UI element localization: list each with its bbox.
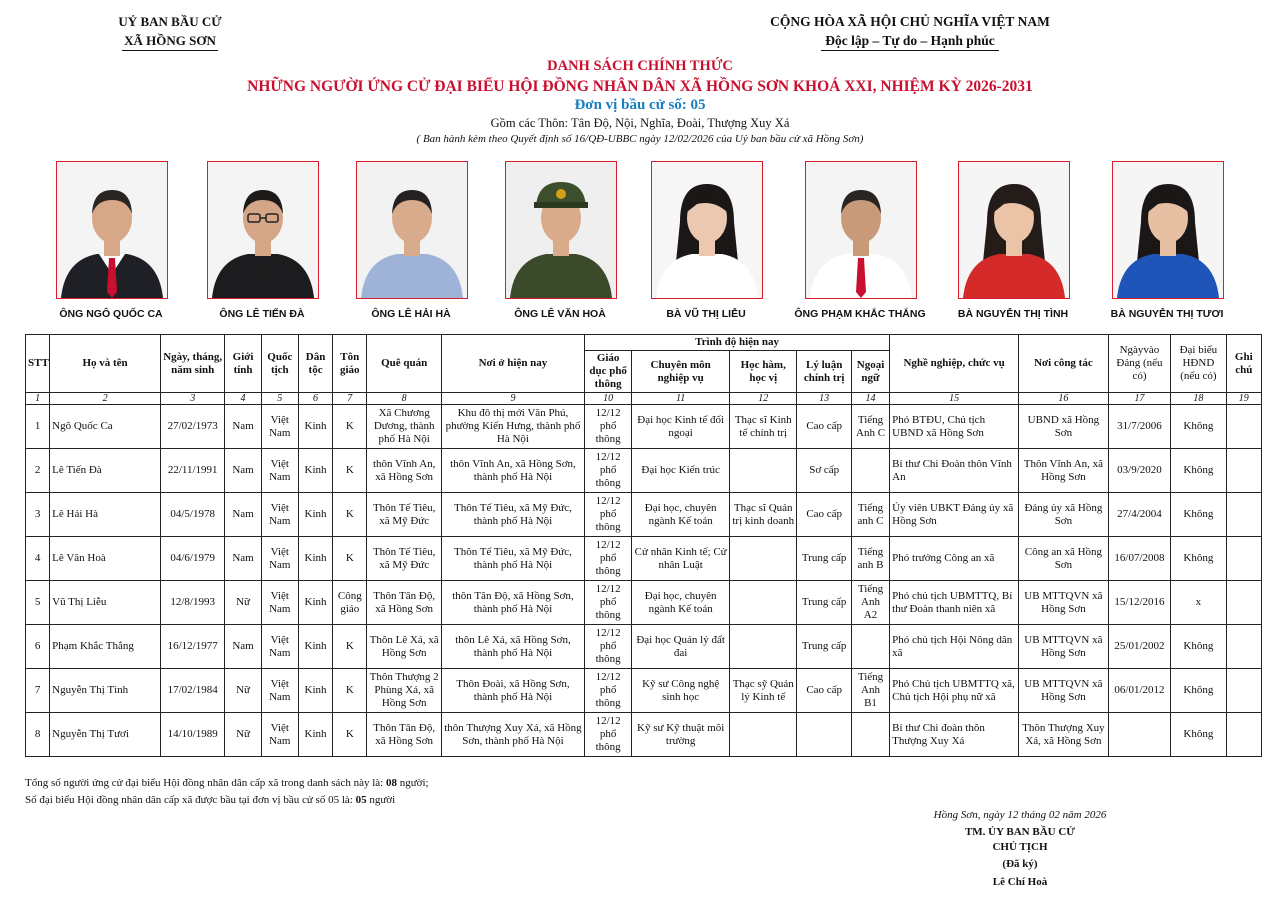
candidate-photo <box>805 161 917 299</box>
cell-dob: 04/5/1978 <box>160 493 224 537</box>
cell-note <box>1226 449 1261 493</box>
decision-reference: ( Ban hành kèm theo Quyết định số 16/QĐ-UBBC ngày 12/02/2026 của Uỷ ban bầu cử xã Hồng Sơn) <box>416 133 864 145</box>
cell-specialty: Đại học Quản lý đất đai <box>632 625 730 669</box>
cell-specialty: Kỹ sư Công nghệ sinh học <box>632 669 730 713</box>
cell-stt: 1 <box>26 405 50 449</box>
cell-name: Ngô Quốc Ca <box>50 405 161 449</box>
th-religion: Tôn giáo <box>333 335 367 393</box>
th-delegate: Đại biểu HĐND (nếu có) <box>1171 335 1226 393</box>
cell-party-date: 31/7/2006 <box>1108 405 1170 449</box>
cell-dob: 12/8/1993 <box>160 581 224 625</box>
cell-occupation: Ủy viên UBKT Đảng ủy xã Hồng Sơn <box>890 493 1019 537</box>
cell-note <box>1226 405 1261 449</box>
candidate-photo <box>356 161 468 299</box>
cell-specialty: Đại học, chuyên ngành Kế toán <box>632 493 730 537</box>
column-number: 12 <box>730 393 797 405</box>
cell-language: Tiếng Anh C <box>851 405 889 449</box>
column-number: 9 <box>441 393 584 405</box>
cell-religion: K <box>333 493 367 537</box>
cell-gender: Nam <box>225 625 261 669</box>
cell-residence: Thôn Tế Tiêu, xã Mỹ Đức, thành phố Hà Nội <box>441 493 584 537</box>
cell-ethnicity: Kinh <box>298 537 332 581</box>
cell-degree <box>730 537 797 581</box>
cell-religion: K <box>333 405 367 449</box>
th-hometown: Quê quán <box>367 335 442 393</box>
cell-general-edu: 12/12 phổ thông <box>584 493 631 537</box>
authority-line1: UỶ BAN BẦU CỬ <box>118 14 222 29</box>
country-name: CỘNG HÒA XÃ HỘI CHỦ NGHĨA VIỆT NAM <box>770 14 1050 29</box>
cell-political: Trung cấp <box>797 625 851 669</box>
cell-ethnicity: Kinh <box>298 405 332 449</box>
th-residence: Nơi ở hiện nay <box>441 335 584 393</box>
th-general-edu: Giáo dục phổ thông <box>584 351 631 393</box>
cell-stt: 8 <box>26 713 50 757</box>
cell-nationality: Việt Nam <box>261 713 298 757</box>
cell-gender: Nữ <box>225 581 261 625</box>
cell-political: Trung cấp <box>797 581 851 625</box>
th-nationality: Quốc tịch <box>261 335 298 393</box>
total-candidates-value: 08 <box>385 777 397 789</box>
cell-stt: 2 <box>26 449 50 493</box>
column-number: 19 <box>1226 393 1261 405</box>
cell-nationality: Việt Nam <box>261 405 298 449</box>
cell-ethnicity: Kinh <box>298 669 332 713</box>
cell-ethnicity: Kinh <box>298 581 332 625</box>
cell-party-date: 06/01/2012 <box>1108 669 1170 713</box>
cell-degree: Thạc sỹ Quản lý Kinh tế <box>730 669 797 713</box>
column-number: 2 <box>50 393 161 405</box>
column-number: 11 <box>632 393 730 405</box>
cell-occupation: Bí thư Chi Đoàn thôn Vĩnh An <box>890 449 1019 493</box>
cell-residence: Thôn Đoài, xã Hồng Sơn, thành phố Hà Nội <box>441 669 584 713</box>
motto: Độc lập – Tự do – Hạnh phúc <box>821 31 999 51</box>
cell-ethnicity: Kinh <box>298 713 332 757</box>
cell-general-edu: 12/12 phổ thông <box>584 537 631 581</box>
cell-political: Sơ cấp <box>797 449 851 493</box>
cell-note <box>1226 537 1261 581</box>
cell-nationality: Việt Nam <box>261 493 298 537</box>
cell-name: Phạm Khắc Thắng <box>50 625 161 669</box>
cell-religion: Công giáo <box>333 581 367 625</box>
cell-party-date: 27/4/2004 <box>1108 493 1170 537</box>
cell-degree <box>730 449 797 493</box>
cell-hometown: Thôn Thượng 2 Phùng Xá, xã Hồng Sơn <box>367 669 442 713</box>
cell-delegate: Không <box>1171 713 1226 757</box>
cell-note <box>1226 669 1261 713</box>
column-number: 15 <box>890 393 1019 405</box>
cell-workplace: UBND xã Hồng Sơn <box>1019 405 1109 449</box>
th-dob: Ngày, tháng, năm sinh <box>160 335 224 393</box>
column-number: 14 <box>851 393 889 405</box>
cell-language: Tiếng anh C <box>851 493 889 537</box>
cell-residence: Khu đô thị mới Văn Phú, phường Kiến Hưng, thành phố Hà Nội <box>441 405 584 449</box>
cell-party-date <box>1108 713 1170 757</box>
cell-note <box>1226 581 1261 625</box>
cell-stt: 3 <box>26 493 50 537</box>
th-political: Lý luận chính trị <box>797 351 851 393</box>
cell-residence: thôn Tân Độ, xã Hồng Sơn, thành phố Hà Nội <box>441 581 584 625</box>
sign-org: TM. ỦY BAN BẦU CỬ <box>964 826 1076 838</box>
cell-dob: 04/6/1979 <box>160 537 224 581</box>
th-degree: Học hàm, học vị <box>730 351 797 393</box>
candidate-photo-caption: ÔNG LÊ HẢI HÀ <box>371 308 451 320</box>
cell-religion: K <box>333 669 367 713</box>
cell-workplace: Công an xã Hồng Sơn <box>1019 537 1109 581</box>
candidate-photo-caption: ÔNG LÊ TIẾN ĐÀ <box>219 308 305 320</box>
th-name: Họ và tên <box>50 335 161 393</box>
total-candidates-text: Tổng số người ứng cử đại biểu Hội đồng nhân dân cấp xã trong danh sách này là: <box>25 777 386 789</box>
cell-residence: thôn Vĩnh An, xã Hồng Sơn, thành phố Hà Nội <box>441 449 584 493</box>
cell-specialty: Đại học Kinh tế đối ngoại <box>632 405 730 449</box>
doc-subtitle: NHỮNG NGƯỜI ỨNG CỬ ĐẠI BIỂU HỘI ĐỒNG NHÂN DÂN XÃ HỒNG SƠN KHOÁ XXI, NHIỆM KỲ 2026-2031 <box>247 78 1033 95</box>
column-number: 7 <box>333 393 367 405</box>
cell-name: Nguyễn Thị Tươi <box>50 713 161 757</box>
candidate-photo-caption: BÀ NGUYỄN THỊ TƯƠI <box>1110 308 1224 320</box>
cell-delegate: Không <box>1171 625 1226 669</box>
cell-political: Cao cấp <box>797 405 851 449</box>
table-row <box>26 581 1262 625</box>
candidate-photo <box>505 161 617 299</box>
national-motto <box>640 12 1180 51</box>
table-row <box>26 713 1262 757</box>
th-specialty: Chuyên môn nghiệp vụ <box>632 351 730 393</box>
cell-delegate: Không <box>1171 449 1226 493</box>
cell-ethnicity: Kinh <box>298 493 332 537</box>
cell-general-edu: 12/12 phổ thông <box>584 581 631 625</box>
cell-occupation: Phó BTĐU, Chủ tịch UBND xã Hồng Sơn <box>890 405 1019 449</box>
total-candidates-suffix: người; <box>396 777 429 789</box>
cell-workplace: Thôn Vĩnh An, xã Hồng Sơn <box>1019 449 1109 493</box>
seats-text: Số đại biểu Hội đồng nhân dân cấp xã được bầu tại đơn vị bầu cử số 05 là: <box>25 794 356 806</box>
cell-gender: Nam <box>225 405 261 449</box>
cell-general-edu: 12/12 phổ thông <box>584 449 631 493</box>
cell-general-edu: 12/12 phổ thông <box>584 625 631 669</box>
cell-party-date: 16/07/2008 <box>1108 537 1170 581</box>
cell-hometown: Thôn Tế Tiêu, xã Mỹ Đức <box>367 493 442 537</box>
cell-occupation: Phó trưởng Công an xã <box>890 537 1019 581</box>
cell-hometown: Thôn Tân Độ, xã Hồng Sơn <box>367 581 442 625</box>
th-workplace: Nơi công tác <box>1019 335 1109 393</box>
cell-language <box>851 713 889 757</box>
cell-political <box>797 713 851 757</box>
candidate-photo-caption: BÀ VŨ THỊ LIỄU <box>666 308 746 320</box>
candidate-photo <box>651 161 763 299</box>
table-row <box>26 669 1262 713</box>
cell-dob: 16/12/1977 <box>160 625 224 669</box>
cell-occupation: Bí thư Chi đoàn thôn Thượng Xuy Xá <box>890 713 1019 757</box>
cell-degree <box>730 713 797 757</box>
table-row <box>26 537 1262 581</box>
cell-occupation: Phó chủ tịch Hội Nông dân xã <box>890 625 1019 669</box>
cell-stt: 5 <box>26 581 50 625</box>
cell-gender: Nữ <box>225 669 261 713</box>
th-party-date: Ngàyvào Đảng (nếu có) <box>1108 335 1170 393</box>
cell-delegate: Không <box>1171 537 1226 581</box>
cell-name: Lê Tiến Đà <box>50 449 161 493</box>
cell-specialty: Kỹ sư Kỹ thuật môi trường <box>632 713 730 757</box>
cell-general-edu: 12/12 phổ thông <box>584 669 631 713</box>
cell-hometown: thôn Vĩnh An, xã Hồng Sơn <box>367 449 442 493</box>
th-ethnicity: Dân tộc <box>298 335 332 393</box>
cell-gender: Nữ <box>225 713 261 757</box>
cell-specialty: Đại học Kiến trúc <box>632 449 730 493</box>
candidate-photo-caption: ÔNG LÊ VĂN HOÀ <box>514 308 606 320</box>
cell-nationality: Việt Nam <box>261 537 298 581</box>
cell-residence: Thôn Tế Tiêu, xã Mỹ Đức, thành phố Hà Nội <box>441 537 584 581</box>
cell-residence: thôn Lê Xá, xã Hồng Sơn, thành phố Hà Nội <box>441 625 584 669</box>
cell-delegate: x <box>1171 581 1226 625</box>
candidate-photo-caption: ÔNG NGÔ QUỐC CA <box>59 308 163 320</box>
cell-political: Trung cấp <box>797 537 851 581</box>
seats-line <box>25 794 395 806</box>
doc-title: DANH SÁCH CHÍNH THỨC <box>547 58 733 74</box>
table-row <box>26 405 1262 449</box>
candidate-photo-caption: BÀ NGUYỄN THỊ TÌNH <box>957 308 1069 320</box>
cell-note <box>1226 493 1261 537</box>
column-number: 6 <box>298 393 332 405</box>
column-number: 17 <box>1108 393 1170 405</box>
table-row <box>26 449 1262 493</box>
cell-degree: Thạc sĩ Quản trị kinh doanh <box>730 493 797 537</box>
column-number: 1 <box>26 393 50 405</box>
column-number: 4 <box>225 393 261 405</box>
cell-residence: thôn Thượng Xuy Xá, xã Hồng Sơn, thành phố Hà Nội <box>441 713 584 757</box>
cell-religion: K <box>333 449 367 493</box>
cell-note <box>1226 625 1261 669</box>
cell-workplace: UB MTTQVN xã Hồng Sơn <box>1019 581 1109 625</box>
signer-name: Lê Chí Hoà <box>992 876 1048 888</box>
cell-workplace: UB MTTQVN xã Hồng Sơn <box>1019 669 1109 713</box>
cell-party-date: 25/01/2002 <box>1108 625 1170 669</box>
cell-general-edu: 12/12 phổ thông <box>584 713 631 757</box>
cell-language: Tiếng Anh B1 <box>851 669 889 713</box>
cell-delegate: Không <box>1171 669 1226 713</box>
cell-specialty: Cử nhân Kinh tế; Cử nhân Luật <box>632 537 730 581</box>
cell-dob: 22/11/1991 <box>160 449 224 493</box>
cell-gender: Nam <box>225 493 261 537</box>
candidate-photo <box>958 161 1070 299</box>
cell-name: Vũ Thị Liễu <box>50 581 161 625</box>
table-row <box>26 493 1262 537</box>
sign-status: (Đã ký) <box>1002 858 1038 870</box>
cell-nationality: Việt Nam <box>261 449 298 493</box>
cell-name: Lê Văn Hoà <box>50 537 161 581</box>
total-candidates-line <box>25 777 429 789</box>
column-number: 10 <box>584 393 631 405</box>
cell-nationality: Việt Nam <box>261 625 298 669</box>
cell-ethnicity: Kinh <box>298 625 332 669</box>
th-language: Ngoại ngữ <box>851 351 889 393</box>
cell-religion: K <box>333 537 367 581</box>
cell-workplace: Thôn Thượng Xuy Xá, xã Hồng Sơn <box>1019 713 1109 757</box>
cell-name: Lê Hải Hà <box>50 493 161 537</box>
th-gender: Giới tính <box>225 335 261 393</box>
candidate-photo <box>207 161 319 299</box>
electoral-unit: Đơn vị bầu cử số: 05 <box>574 97 706 113</box>
cell-workplace: UB MTTQVN xã Hồng Sơn <box>1019 625 1109 669</box>
column-number: 5 <box>261 393 298 405</box>
cell-stt: 4 <box>26 537 50 581</box>
th-stt: STT <box>26 335 50 393</box>
candidate-table <box>25 334 1262 757</box>
candidate-photo <box>1112 161 1224 299</box>
cell-language <box>851 625 889 669</box>
cell-delegate: Không <box>1171 405 1226 449</box>
cell-hometown: Thôn Tế Tiêu, xã Mỹ Đức <box>367 537 442 581</box>
cell-name: Nguyễn Thị Tình <box>50 669 161 713</box>
cell-political: Cao cấp <box>797 493 851 537</box>
cell-specialty: Đại học, chuyên ngành Kế toán <box>632 581 730 625</box>
cell-workplace: Đảng ủy xã Hồng Sơn <box>1019 493 1109 537</box>
villages-included: Gồm các Thôn: Tân Độ, Nội, Nghĩa, Đoài, Thượng Xuy Xá <box>490 116 790 130</box>
cell-dob: 14/10/1989 <box>160 713 224 757</box>
column-number-row <box>26 393 1262 405</box>
cell-political: Cao cấp <box>797 669 851 713</box>
cell-delegate: Không <box>1171 493 1226 537</box>
cell-religion: K <box>333 713 367 757</box>
issuing-authority <box>60 12 280 51</box>
th-note: Ghi chú <box>1226 335 1261 393</box>
cell-stt: 6 <box>26 625 50 669</box>
cell-degree <box>730 625 797 669</box>
cell-hometown: Xã Chương Dương, thành phố Hà Nội <box>367 405 442 449</box>
cell-nationality: Việt Nam <box>261 669 298 713</box>
cell-degree <box>730 581 797 625</box>
cell-hometown: Thôn Lê Xá, xã Hồng Sơn <box>367 625 442 669</box>
cell-party-date: 03/9/2020 <box>1108 449 1170 493</box>
cell-degree: Thạc sĩ Kinh tế chính trị <box>730 405 797 449</box>
cell-language: Tiếng Anh A2 <box>851 581 889 625</box>
cell-general-edu: 12/12 phổ thông <box>584 405 631 449</box>
table-row <box>26 625 1262 669</box>
cell-dob: 27/02/1973 <box>160 405 224 449</box>
cell-occupation: Phó chủ tịch UBMTTQ, Bí thư Đoàn thanh niên xã <box>890 581 1019 625</box>
cell-stt: 7 <box>26 669 50 713</box>
column-number: 3 <box>160 393 224 405</box>
seats-suffix: người <box>366 794 396 806</box>
cell-note <box>1226 713 1261 757</box>
cell-occupation: Phó Chủ tịch UBMTTQ xã, Chủ tịch Hội phụ nữ xã <box>890 669 1019 713</box>
cell-gender: Nam <box>225 449 261 493</box>
cell-language: Tiếng anh B <box>851 537 889 581</box>
cell-dob: 17/02/1984 <box>160 669 224 713</box>
authority-line2: XÃ HỒNG SƠN <box>122 31 218 51</box>
cell-language <box>851 449 889 493</box>
column-number: 8 <box>367 393 442 405</box>
th-occupation: Nghề nghiệp, chức vụ <box>890 335 1019 393</box>
candidate-photo <box>56 161 168 299</box>
sign-place-date: Hồng Sơn, ngày 12 tháng 02 năm 2026 <box>933 809 1107 821</box>
cell-nationality: Việt Nam <box>261 581 298 625</box>
column-number: 18 <box>1171 393 1226 405</box>
candidate-photo-caption: ÔNG PHẠM KHẮC THẮNG <box>794 308 926 320</box>
column-number: 13 <box>797 393 851 405</box>
seats-value: 05 <box>355 794 367 806</box>
cell-ethnicity: Kinh <box>298 449 332 493</box>
th-education-group: Trình độ hiện nay <box>584 335 889 351</box>
sign-role: CHỦ TỊCH <box>992 841 1048 853</box>
column-number: 16 <box>1019 393 1109 405</box>
candidate-rows <box>26 405 1262 757</box>
cell-religion: K <box>333 625 367 669</box>
cell-gender: Nam <box>225 537 261 581</box>
cell-hometown: Thôn Tân Độ, xã Hồng Sơn <box>367 713 442 757</box>
cell-party-date: 15/12/2016 <box>1108 581 1170 625</box>
